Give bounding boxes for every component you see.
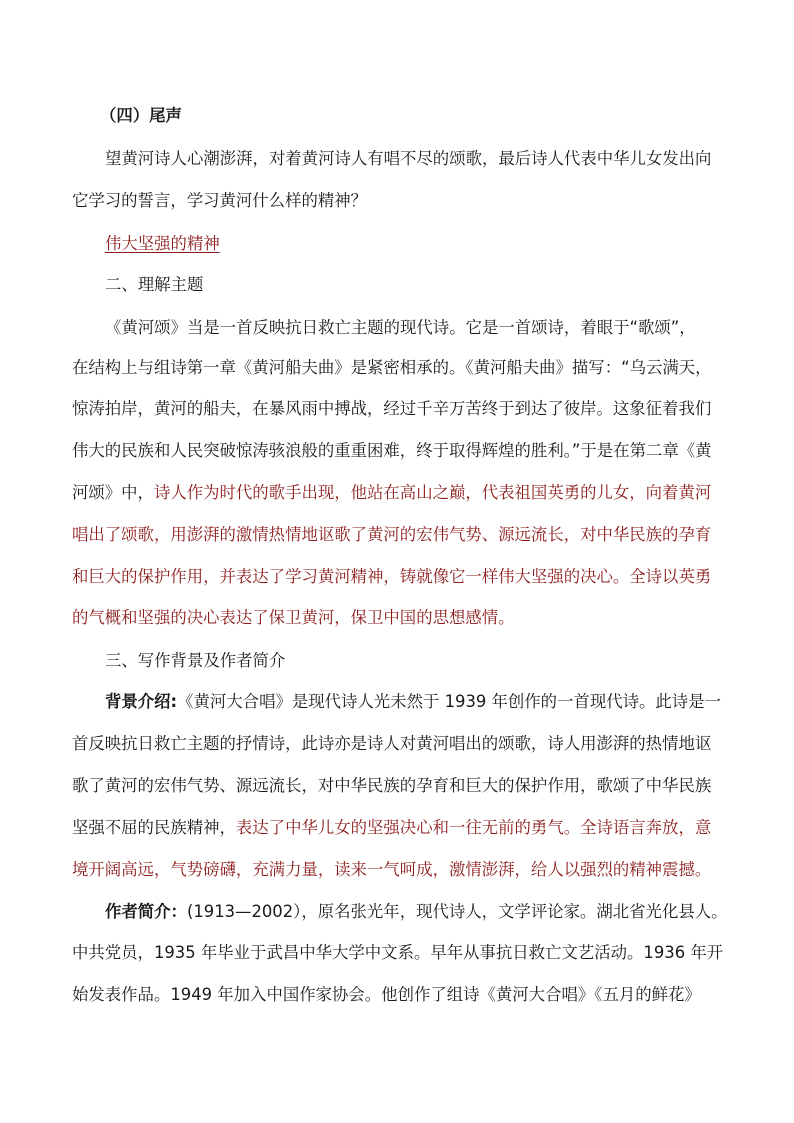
section-heading-ending: （四）尾声 bbox=[100, 106, 182, 125]
paragraph-line: 惊涛拍岸，黄河的船夫，在暴风雨中搏战，经过千辛万苦终于到达了彼岸。这象征着我们 bbox=[72, 399, 712, 418]
highlighted-line: 的气概和坚强的决心表达了保卫黄河，保卫中国的思想感情。 bbox=[72, 608, 515, 627]
highlighted-line: 唱出了颂歌，用澎湃的激情热情地讴歌了黄河的宏伟气势、源远流长，对中华民族的孕育 bbox=[72, 525, 712, 544]
author-label: 作者简介： bbox=[105, 902, 187, 921]
section-heading-theme: 二、理解主题 bbox=[105, 275, 204, 294]
paragraph-line: 它学习的誓言，学习黄河什么样的精神？ bbox=[72, 191, 368, 210]
paragraph-line: 始发表作品。1949 年加入中国作家协会。他创作了组诗《黄河大合唱》《五月的鲜花》 bbox=[72, 985, 701, 1004]
answer-text: 伟大坚强的精神 bbox=[105, 234, 220, 253]
highlighted-text: 诗人作为时代的歌手出现，他站在高山之巅，代表祖国英勇的儿女，向着黄河 bbox=[153, 483, 712, 502]
paragraph-line: 伟大的民族和人民突破惊涛骇浪般的重重困难，终于取得辉煌的胜利。”于是在第二章《黄 bbox=[72, 441, 712, 460]
text-run: 《黄河大合唱》是现代诗人光未然于 1939 年创作的一首现代诗。此诗是一 bbox=[177, 692, 721, 711]
paragraph-line: 在结构上与组诗第一章《黄河船夫曲》是紧密相承的。《黄河船夫曲》描写：“乌云满天， bbox=[72, 358, 712, 377]
paragraph-line bbox=[72, 481, 711, 505]
text-run: (1913—2002），原名张光年，现代诗人，文学评论家。湖北省光化县人。 bbox=[186, 902, 728, 921]
highlighted-text: 表达了中华儿女的坚强决心和一往无前的勇气。全诗语言奔放，意 bbox=[235, 818, 712, 837]
section-heading-background: 三、写作背景及作者简介 bbox=[105, 651, 286, 670]
text-run: 坚强不屈的民族精神， bbox=[72, 818, 236, 837]
paragraph-line bbox=[105, 900, 728, 924]
paragraph-line: 望黄河诗人心潮澎湃，对着黄河诗人有唱不尽的颂歌，最后诗人代表中华儿女发出向 bbox=[105, 149, 712, 168]
paragraph-line: 《黄河颂》当是一首反映抗日救亡主题的现代诗。它是一首颂诗，着眼于“歌颂”， bbox=[105, 318, 696, 337]
paragraph-line bbox=[105, 690, 721, 714]
paragraph-line: 中共党员，1935 年毕业于武昌中华大学中文系。早年从事抗日救亡文艺活动。1936 年开 bbox=[72, 943, 724, 962]
paragraph-line bbox=[72, 816, 711, 840]
text-run: 河颂》中， bbox=[72, 483, 154, 502]
background-label: 背景介绍: bbox=[105, 692, 178, 711]
highlighted-line: 和巨大的保护作用，并表达了学习黄河精神，铸就像它一样伟大坚强的决心。全诗以英勇 bbox=[72, 567, 712, 586]
highlighted-line: 境开阔高远，气势磅礴，充满力量，读来一气呵成，激情澎湃，给人以强烈的精神震撼。 bbox=[72, 860, 712, 879]
paragraph-line: 首反映抗日救亡主题的抒情诗，此诗亦是诗人对黄河唱出的颂歌，诗人用澎湃的热情地讴 bbox=[72, 734, 712, 753]
paragraph-line: 歌了黄河的宏伟气势、源远流长，对中华民族的孕育和巨大的保护作用，歌颂了中华民族 bbox=[72, 776, 712, 795]
